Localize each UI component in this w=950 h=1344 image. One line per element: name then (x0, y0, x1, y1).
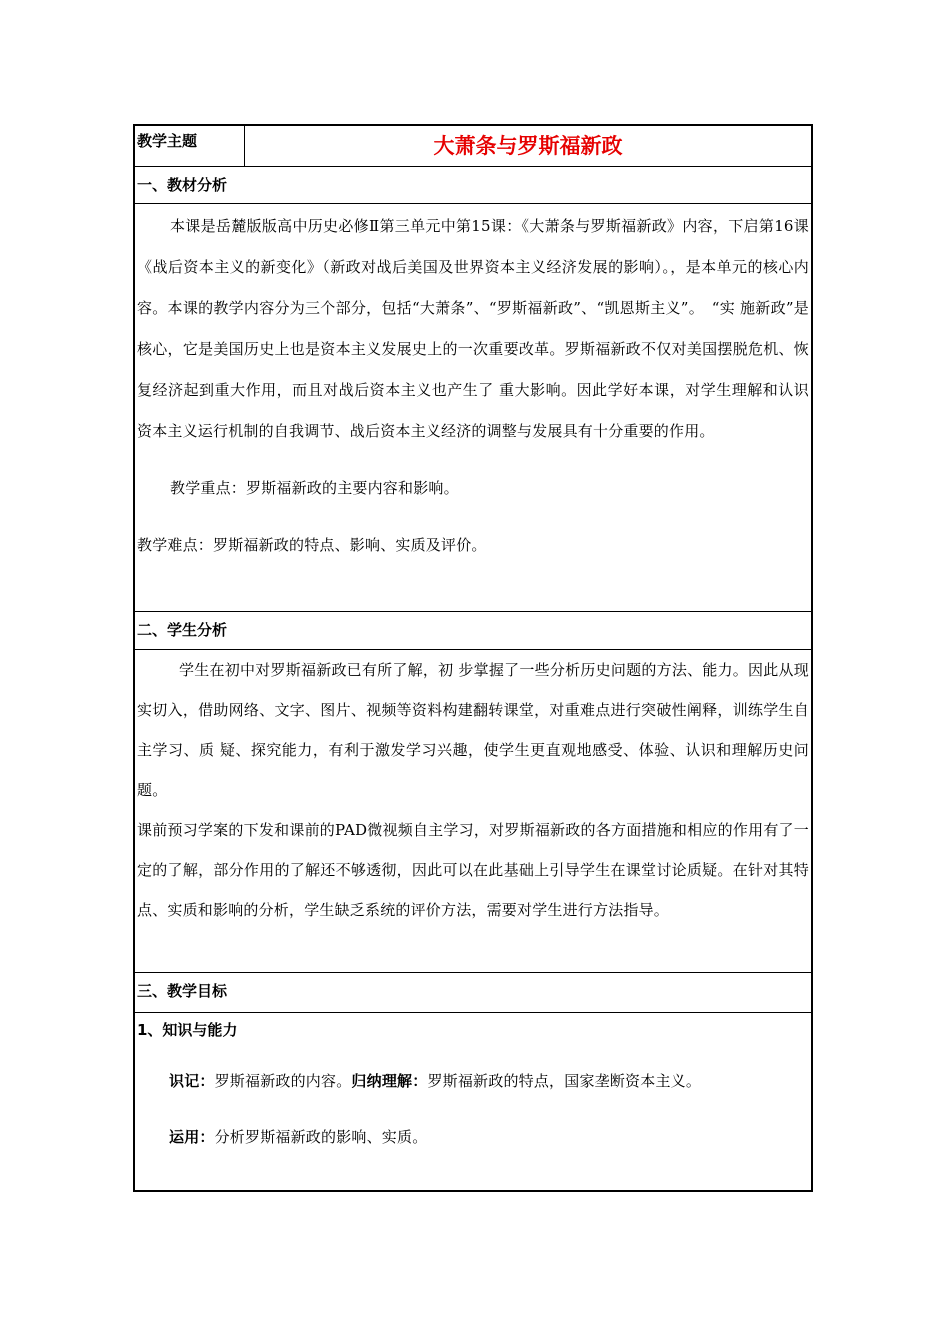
apply-text: 分析罗斯福新政的影响、实质。 (214, 1128, 428, 1146)
difficulty-point: 教学难点：罗斯福新政的特点、影响、实质及评价。 (137, 536, 487, 554)
objectives-body (135, 1013, 811, 1149)
recall-label: 识记： (169, 1072, 215, 1090)
topic-label: 教学主题 (135, 126, 245, 166)
recall-line (169, 1069, 809, 1093)
section-heading-students: 二、学生分析 (135, 612, 811, 650)
section-heading-textbook: 一、教材分析 (135, 167, 811, 204)
textbook-analysis-body (135, 204, 811, 612)
induce-text: 罗斯福新政的特点，国家垄断资本主义。 (427, 1072, 702, 1090)
key-point: 教学重点：罗斯福新政的主要内容和影响。 (170, 479, 459, 497)
apply-line (169, 1125, 809, 1149)
title-row (135, 126, 811, 167)
apply-label: 运用： (169, 1128, 215, 1146)
induce-label: 归纳理解： (351, 1072, 428, 1090)
recall-text: 罗斯福新政的内容。 (214, 1072, 352, 1090)
lesson-plan-table (133, 124, 813, 1192)
student-analysis-paragraph-1: 学生在初中对罗斯福新政已有所了解，初 步掌握了一些分析历史问题的方法、能力。因此从现实切入，借助网络、文字、图片、视频等资料构建翻转课堂，对重难点进行突破性阐释，训练学生自主学习、质 疑、探究能力，有利于激发学习兴趣，使学生更直观地感受、体验、认识和理解历史问题。 (137, 661, 809, 799)
student-analysis-body (135, 650, 811, 973)
knowledge-ability-heading: 1、知识与能力 (137, 1021, 238, 1039)
section-heading-objectives: 三、教学目标 (135, 973, 811, 1013)
textbook-analysis-paragraph: 本课是岳麓版版高中历史必修Ⅱ第三单元中第15课：《大萧条与罗斯福新政》内容，下启第16课《战后资本主义的新变化》（新政对战后美国及世界资本主义经济发展的影响）。，是本单元的核心内容。本课的教学内容分为三个部分，包括“大萧条”、“罗斯福新政”、“凯恩斯主义”。 “实 施新政”是核心，它是美国历史上也是资本主义发展史上的一次重要改革。罗斯福新政不仅对美国摆脱危机、恢复经济起到重大作用，而且对战后资本主义也产生了 重大影响。因此学好本课，对学生理解和认识资本主义运行机制的自我调节、战后资本主义经济的调整与发展具有十分重要的作用。 (137, 217, 809, 440)
student-analysis-paragraph-2: 课前预习学案的下发和课前的PAD微视频自主学习，对罗斯福新政的各方面措施和相应的作用有了一定的了解，部分作用的了解还不够透彻，因此可以在此基础上引导学生在课堂讨论质疑。在针对其特点、实质和影响的分析，学生缺乏系统的评价方法，需要对学生进行方法指导。 (137, 821, 809, 919)
page-title: 大萧条与罗斯福新政 (433, 134, 623, 158)
